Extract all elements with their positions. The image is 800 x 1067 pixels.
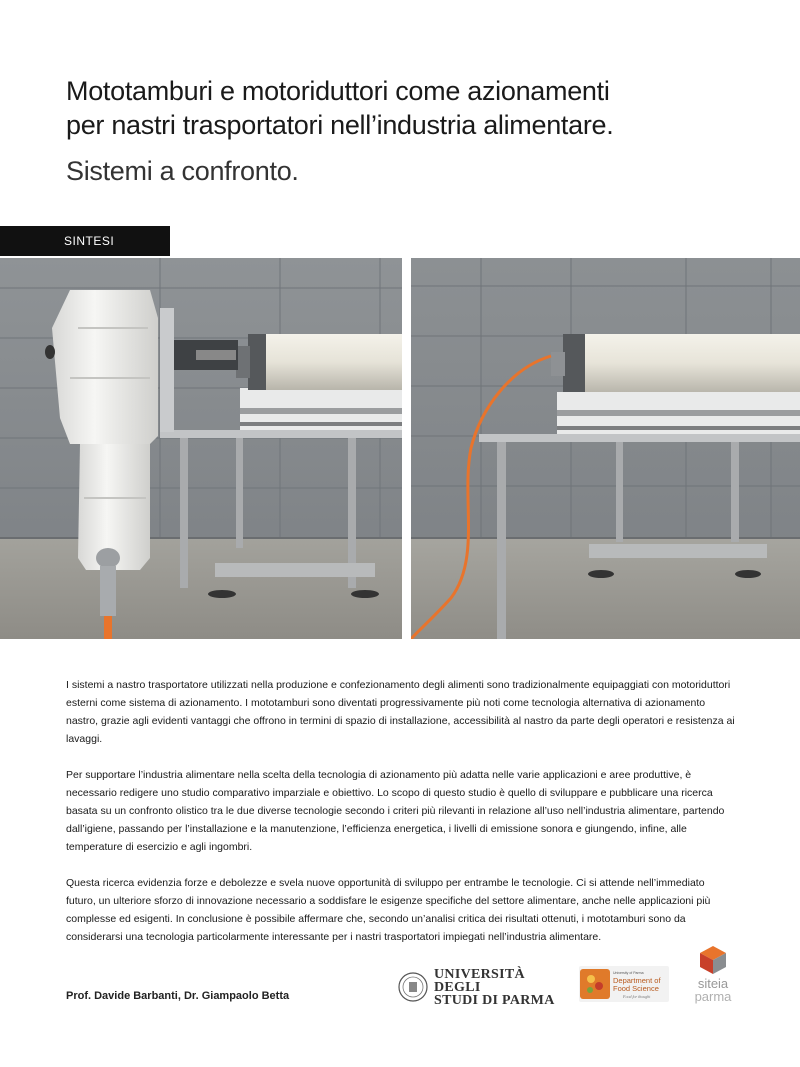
section-label-text: SINTESI [64, 234, 115, 248]
photo-gearmotor [0, 258, 402, 639]
summary-body [66, 676, 736, 964]
summary-paragraph-2: Per supportare l’industria alimentare nella scelta della tecnologia di azionamento più adatta nelle varie applicazioni e aree produttive, è necessario redigere uno studio comparativo imparziale e obiettivo. Lo scopo di questo studio è quello di sviluppare e pubblicare una ricerca basata su un confronto olistico tra le due diverse tecnologie secondo i criteri più rilevanti in relazione all’uso nell’industria alimentare, partendo dall’igiene, passando per l’installazione e la manutenzione, l’efficienza energetica, i livelli di emissione sonora e giungendo, infine, alle temperature di esercizio e agli ingombri. [66, 769, 725, 853]
department-of-food-science-logo [579, 966, 669, 1002]
university-seal-icon [398, 972, 428, 1002]
page-subtitle: Sistemi a confronto. [66, 156, 299, 186]
dfs-line-2: Food Science [613, 984, 659, 993]
siteia-cube-icon [686, 944, 740, 1004]
dfs-top-text: University of Parma [613, 971, 644, 975]
unipr-line-1: UNIVERSITÀ DEGLI [434, 966, 525, 995]
title-line-1: Mototamburi e motoriduttori come azionamenti [66, 76, 610, 106]
food-science-emblem-icon [579, 966, 669, 1002]
page-title [66, 74, 766, 142]
section-label [0, 226, 170, 256]
dfs-tagline: Food for thought [623, 994, 651, 999]
siteia-parma-logo [686, 944, 740, 1004]
summary-paragraph-3: Questa ricerca evidenzia forze e debolezze e svela nuove opportunità di sviluppo per entrambe le tecnologie. Ci si attende nell’immediato futuro, un ulteriore sforzo di innovazione necessario a soddisfare le esigenze specifiche del settore alimentare, anche nelle applicazioni più complesse ed esigenti. In conclusione è possibile affermare che, secondo un’analisi critica dei risultati ottenuti, i mototamburi sono da considerarsi una tecnologia particolarmente interessante per i nastri trasportatori impiegati nell’industria alimentare. [66, 877, 711, 943]
dfs-line-1: Department of [613, 976, 661, 985]
parma-text: parma [694, 989, 732, 1004]
summary-paragraph-1: I sistemi a nastro trasportatore utilizzati nella produzione e confezionamento degli alimenti sono tradizionalmente equipaggiati con motoriduttori esterni come sistema di azionamento. I mototamburi sono diventati progressivamente più noti come tecnologia alternativa di azionamento nastro, grazie agli evidenti vantaggi che offrono in termini di spazio di installazione, accessibilità al nastro da parte degli operatori e resistenza ai lavaggi. [66, 679, 735, 745]
unipr-line-2: STUDI DI PARMA [434, 992, 555, 1008]
university-of-parma-logo [398, 966, 568, 1008]
title-line-2: per nastri trasportatori nell’industria alimentare. [66, 110, 614, 140]
authors: Prof. Davide Barbanti, Dr. Giampaolo Betta [66, 990, 290, 1002]
siteia-text: siteia [697, 976, 729, 991]
photo-motorized-drum [411, 258, 800, 639]
